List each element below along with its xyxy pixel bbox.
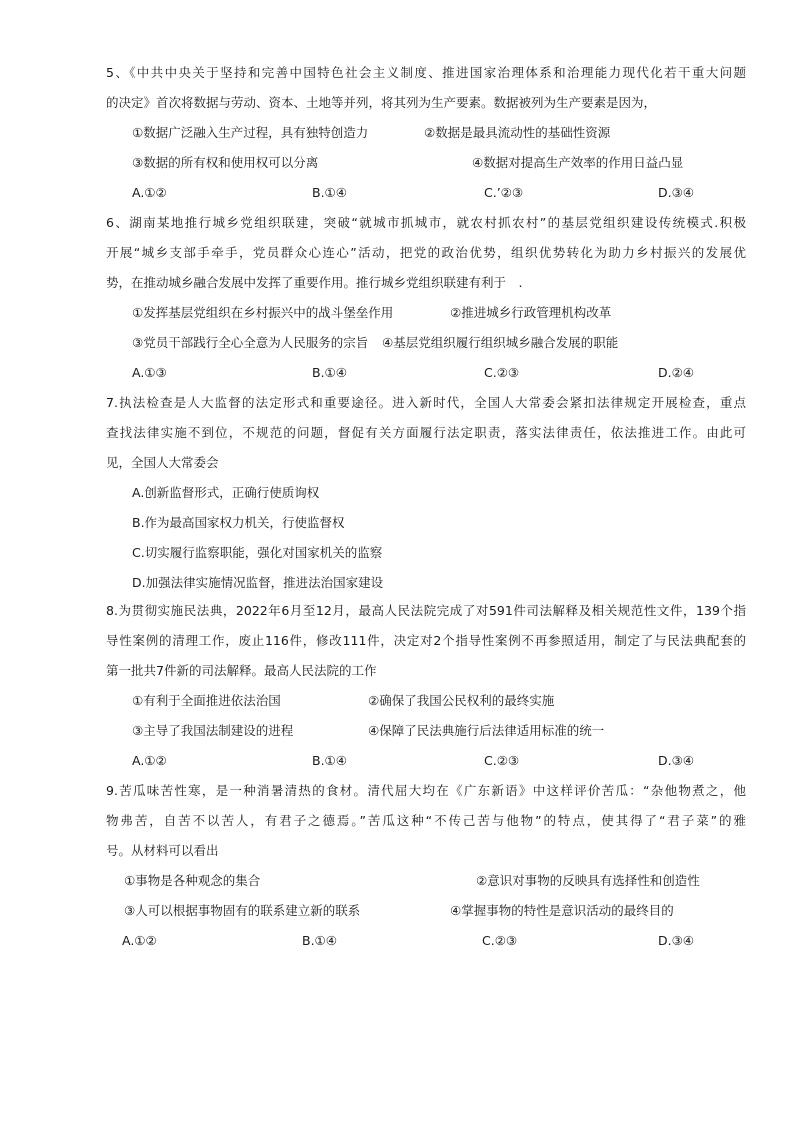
question-stem-line: 开展“城乡支部手牵手，党员群众心连心”活动，把党的政治优势，组织优势转化为助力乡村振兴的发展优 (106, 245, 746, 260)
question-stem-line: 第一批共7件新的司法解释。最高人民法院的工作 (106, 663, 377, 678)
choice-d: D.加强法律实施情况监督，推进法治国家建设 (132, 575, 384, 590)
choice-a: A.①③ (132, 365, 167, 380)
statement-item: ①事物是各种观念的集合 (124, 873, 261, 888)
question-5 (106, 58, 746, 208)
choice-row (106, 746, 746, 776)
choice-c: C.’②③ (484, 185, 524, 200)
question-stem-line: 势，在推动城乡融合发展中发挥了重要作用。推行城乡党组织联建有利于 . (106, 275, 523, 290)
statement-row (106, 866, 746, 896)
statement-item: ③数据的所有权和使用权可以分离 (132, 155, 319, 170)
choice-a: A.①② (132, 753, 167, 768)
choice-row (106, 358, 746, 388)
statement-item: ④保障了民法典施行后法律适用标准的统一 (368, 723, 605, 738)
question-stem-line: 5、《中共中央关于坚持和完善中国特色社会主义制度、推进国家治理体系和治理能力现代化若干重大问题 (106, 65, 746, 80)
choice-b: B.①④ (312, 185, 347, 200)
statement-item: ②意识对事物的反映具有选择性和创造性 (476, 873, 700, 888)
choice-b: B.作为最高国家权力机关，行使监督权 (132, 515, 345, 530)
question-stem-line: 6、湖南某地推行城乡党组织联建，突破“就城市抓城市，就农村抓农村”的基层党组织建设传统模式.积极 (106, 215, 746, 230)
statement-row (106, 328, 746, 358)
statement-item: ①发挥基层党组织在乡村振兴中的战斗堡垒作用 (132, 305, 394, 320)
statement-item: ③党员干部践行全心全意为人民服务的宗旨 (132, 335, 369, 350)
statement-item: ①有利于全面推进依法治国 (132, 693, 281, 708)
statement-row (106, 686, 746, 716)
choice-a: A.创新监督形式，正确行使质询权 (132, 485, 320, 500)
statement-item: ④数据对提高生产效率的作用日益凸显 (472, 155, 684, 170)
choice-c: C.②③ (484, 365, 520, 380)
choice-c: C.切实履行监察职能，强化对国家机关的监察 (132, 545, 383, 560)
choice-c: C.②③ (484, 753, 520, 768)
statement-item: ③人可以根据事物固有的联系建立新的联系 (124, 903, 361, 918)
question-9 (106, 776, 746, 956)
statement-item: ①数据广泛融入生产过程，具有独特创造力 (132, 125, 369, 140)
question-8 (106, 596, 746, 776)
statement-item: ④基层党组织履行组织城乡融合发展的职能 (382, 335, 619, 350)
choice-c: C.②③ (482, 933, 518, 948)
statement-item: ④掌握事物的特性是意识活动的最终目的 (450, 903, 674, 918)
question-stem-line: 导性案例的清理工作，废止116件，修改111件，决定对2个指导性案例不再参照适用，制定了与民法典配套的 (106, 633, 746, 648)
choice-d: D.②④ (658, 365, 695, 380)
choice-row (106, 926, 746, 956)
question-stem-line: 7.执法检查是人大监督的法定形式和重要途径。进入新时代，全国人大常委会紧扣法律规定开展检查，重点 (106, 395, 746, 410)
choice-d: D.③④ (658, 185, 695, 200)
statement-row (106, 148, 746, 178)
question-stem-line: 9.苦瓜味苦性寒，是一种消暑清热的食材。清代屈大均在《广东新语》中这样评价苦瓜：“杂他物煮之，他 (106, 783, 746, 798)
statement-row (106, 896, 746, 926)
choice-a: A.①② (132, 185, 167, 200)
choice-a: A.①② (122, 933, 157, 948)
question-7 (106, 388, 746, 598)
statement-item: ③主导了我国法制建设的进程 (132, 723, 294, 738)
choice-b: B.①④ (312, 365, 347, 380)
question-stem-line: 物弗苦，自苦不以苦人，有君子之德焉。”苦瓜这种“不传己苦与他物”的特点，使其得了“君子菜”的雅 (106, 813, 746, 828)
statement-item: ②推进城乡行政管理机构改革 (450, 305, 612, 320)
question-stem-line: 8.为贯彻实施民法典，2022年6月至12月，最高人民法院完成了对591件司法解释及相关规范性文件，139个指 (106, 603, 746, 618)
statement-item: ②确保了我国公民权利的最终实施 (368, 693, 555, 708)
question-stem-line: 号。从材料可以看出 (106, 843, 219, 858)
choice-b: B.①④ (302, 933, 337, 948)
question-stem-line: 见，全国人大常委会 (106, 455, 219, 470)
choice-row (106, 178, 746, 208)
question-6 (106, 208, 746, 388)
statement-row (106, 298, 746, 328)
choice-b: B.①④ (312, 753, 347, 768)
statement-row (106, 716, 746, 746)
statement-row (106, 118, 746, 148)
choice-d: D.③④ (658, 753, 695, 768)
choice-d: D.③④ (658, 933, 695, 948)
question-stem-line: 查找法律实施不到位，不规范的问题，督促有关方面履行法定职责，落实法律责任，依法推进工作。由此可 (106, 425, 746, 440)
question-stem-line: 的决定》首次将数据与劳动、资本、土地等并列，将其列为生产要素。数据被列为生产要素是因为， (106, 95, 657, 110)
statement-item: ②数据是最具流动性的基础性资源 (424, 125, 611, 140)
